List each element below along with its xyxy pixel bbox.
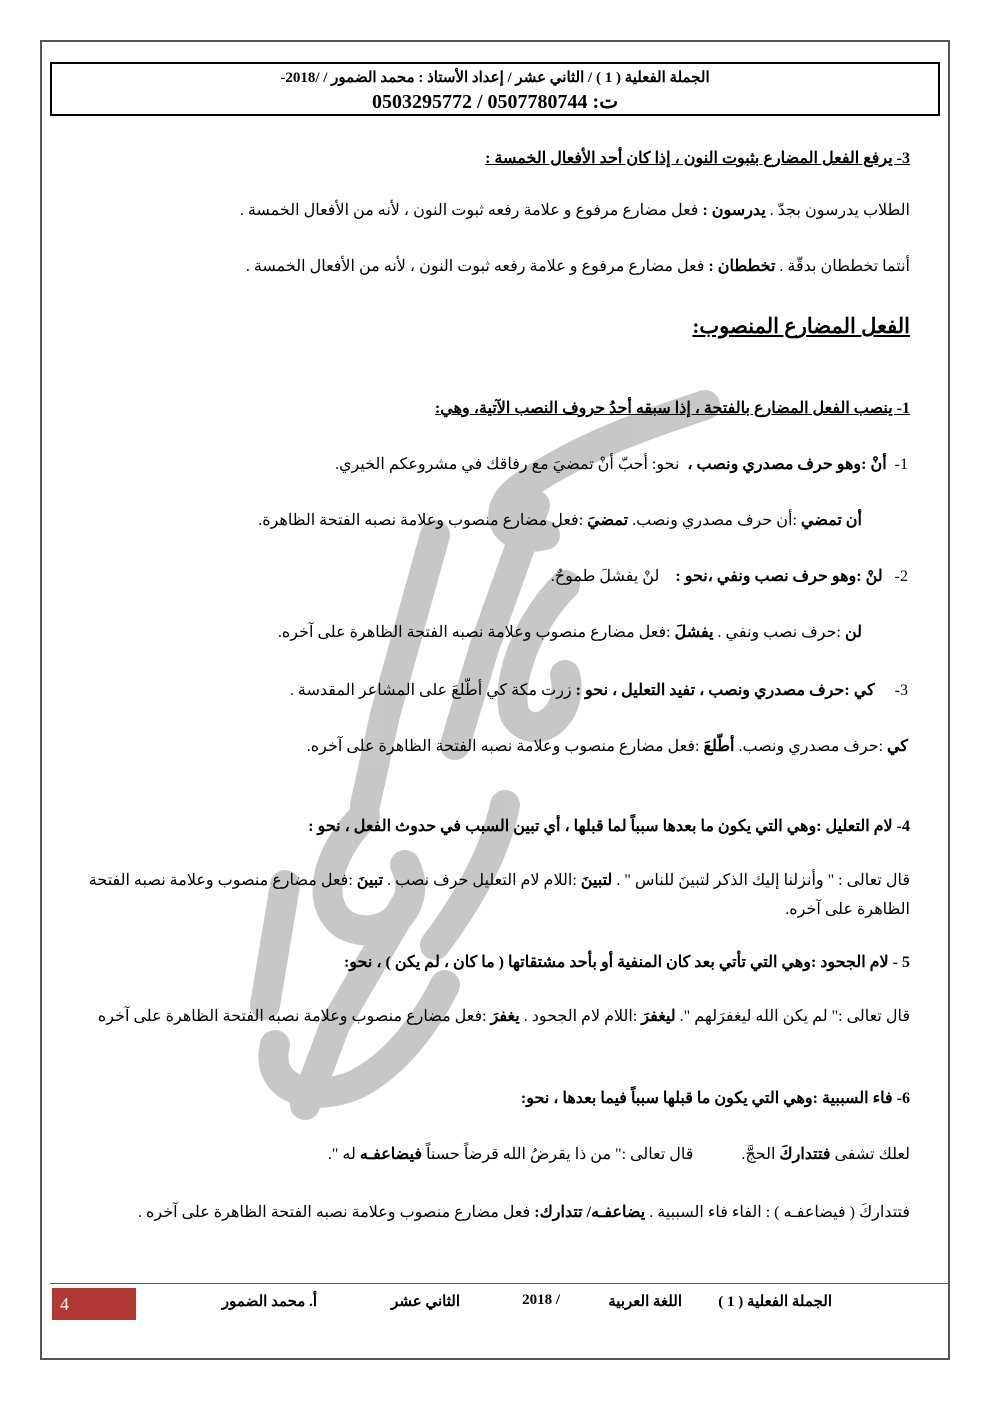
an-explain1: :أن حرف مصدري ونصب. [632, 512, 797, 529]
example2-explain: فعل مضارع مرفوع و علامة رفعه ثبوت النون ، لأنه من الأفعال الخمسة . [245, 258, 705, 275]
fa-analysis [76, 1198, 910, 1227]
mansub-heading: الفعل المضارع المنصوب: [692, 314, 910, 338]
rule1-title: 1- ينصب الفعل المضارع بالفتحة ، إذا سبقه أحدُ حروف النصب الآتية، وهي: [434, 400, 910, 417]
footer-title: الجملة الفعلية ( 1 ) [718, 1294, 832, 1310]
an-word1: أن تمضي [800, 512, 862, 529]
fa-ex2-start: قال تعالى :" من ذا يقرضُ الله قرضاً حسناً [426, 1146, 694, 1163]
lan-word1: لن [844, 624, 862, 641]
juhud-explain2: :فعل مضارع منصوب وعلامة نصبه الفتحة الظاهرة على آخره [97, 1008, 487, 1025]
example1-sentence: الطلاب يدرسون بجدّ . [769, 202, 910, 219]
example2-sentence: أنتما تخططان بدقّة . [779, 258, 910, 275]
juhud-word1: ليغفرَ [641, 1008, 676, 1025]
fa-word1: يضاعفـه/ تتدارك: [534, 1204, 646, 1221]
fa-explain1: فعل مضارع منصوب وعلامة نصبه الفتحة الظاهرة على آخره . [138, 1204, 531, 1221]
juhud-explain1: :اللام لام الجحود . [523, 1008, 638, 1025]
lan-label: لنْ :وهو حرف نصب ونفي ،نحو : [675, 568, 883, 585]
section3-example1 [76, 196, 910, 225]
lan-analysis [76, 618, 862, 647]
section3-title: 3- يرفع الفعل المضارع بثبوت النون ، إذا كان أحد الأفعال الخمسة : [485, 150, 910, 167]
lan-explain2: :فعل مضارع منصوب وعلامة نصبه الفتحة الظاهرة على آخره. [277, 624, 671, 641]
an-word2: تمضيَ [587, 512, 629, 529]
fa-ex1-end: الحجَّ. [741, 1146, 776, 1163]
example1-explain: فعل مضارع مرفوع و علامة رفعه ثبوت النون ، لأنه من الأفعال الخمسة . [239, 202, 699, 219]
kay-example: زرت مكة كي أطّلعَ على المشاعر المقدسة . [289, 682, 572, 699]
lam-explain1: :اللام لام التعليل حرف نصب . [387, 872, 577, 889]
an-explain2: :فعل مضارع منصوب وعلامة نصبه الفتحة الظاهرة. [258, 512, 584, 529]
kay-explain2: :فعل مضارع منصوب وعلامة نصبه الفتحة الظاهرة على آخره. [306, 738, 700, 755]
an-number: 1- [894, 456, 908, 473]
an-line [76, 450, 908, 479]
kay-explain1: :حرف مصدري ونصب. [738, 738, 884, 755]
an-analysis [76, 506, 862, 535]
footer-grade: الثاني عشر [391, 1294, 460, 1310]
fa-title: 6- فاء السببية :وهي التي يكون ما قبلها سبباً فيما بعدها ، نحو: [520, 1090, 910, 1107]
kay-line [76, 676, 908, 705]
lan-word2: يفشلَ [674, 624, 714, 641]
lan-line [76, 562, 908, 591]
footer-subject: اللغة العربية [608, 1294, 682, 1310]
kay-number: 3- [894, 682, 908, 699]
document-header [50, 62, 940, 116]
lam-analysis [76, 866, 910, 924]
fa-examples [76, 1140, 910, 1169]
kay-word2: أطّلعَ [703, 738, 735, 755]
header-title: الجملة الفعلية ( 1 ) / الثاني عشر / إعداد الأستاذ : محمد الضمور / /2018- [280, 70, 710, 86]
an-example: نحو: أحبّ أنْ تمضيَ مع رفاقك في مشروعكم الخيري. [335, 456, 680, 473]
section3-example2 [76, 252, 910, 281]
juhud-quote: قال تعالى :" لم يكن الله ليغفرَلهم ". [679, 1008, 910, 1025]
header-phones: ت: 0507780744 / 0503295772 [371, 91, 619, 113]
lam-word2: تبينَ [356, 872, 384, 889]
fa-ex1-start: لعلك تشفى [834, 1146, 910, 1163]
example2-word: تخططان : [708, 258, 776, 275]
footer-author: أ. محمد الضمور [221, 1294, 317, 1310]
lam-title: 4- لام التعليل :وهي التي يكون ما بعدها سبباً لما قبلها ، أي تبين السبب في حدوث الفعل ، نحو : [308, 818, 910, 835]
fa-explain-start: فتتداركَ ( فيضاعفـه ) : الفاء فاء السببية . [649, 1204, 910, 1221]
juhud-title: 5 - لام الجحود :وهي التي تأتي بعد كان المنفية أو بأحد مشتقاتها ( ما كان ، لم يكن ) ، نحو: [343, 954, 910, 971]
kay-label: كي :حرف مصدري ونصب ، تفيد التعليل ، نحو : [575, 682, 875, 699]
footer-divider [50, 1283, 948, 1284]
lam-quote: قال تعالى : " وأنزلنا إليك الذكر لتبينَ للناس " . [616, 872, 910, 889]
an-label: أنْ :وهو حرف مصدري ونصب ، [687, 456, 887, 473]
fa-ex2-word: فيضاعفـه [359, 1146, 422, 1163]
page-number: 4 [52, 1288, 136, 1320]
example1-word: يدرسون : [702, 202, 766, 219]
lan-number: 2- [894, 568, 908, 585]
fa-ex2-end: له ". [327, 1146, 356, 1163]
fa-ex1-word: فتتداركَ [779, 1146, 831, 1163]
footer-year: / 2018 [522, 1292, 560, 1308]
lan-explain1: :حرف نصب ونفي . [717, 624, 841, 641]
juhud-analysis [76, 1002, 910, 1031]
lan-example: لنْ يفشلَ طموحٌ. [550, 568, 660, 585]
kay-analysis [76, 732, 908, 761]
lam-word1: لتبينَ [580, 872, 613, 889]
juhud-word2: يغفرَ [490, 1008, 520, 1025]
kay-word1: كي [887, 738, 908, 755]
lam-explain2: :فعل مضارع منصوب وعلامة نصبه الفتحة الظاهرة على آخره. [88, 872, 910, 918]
